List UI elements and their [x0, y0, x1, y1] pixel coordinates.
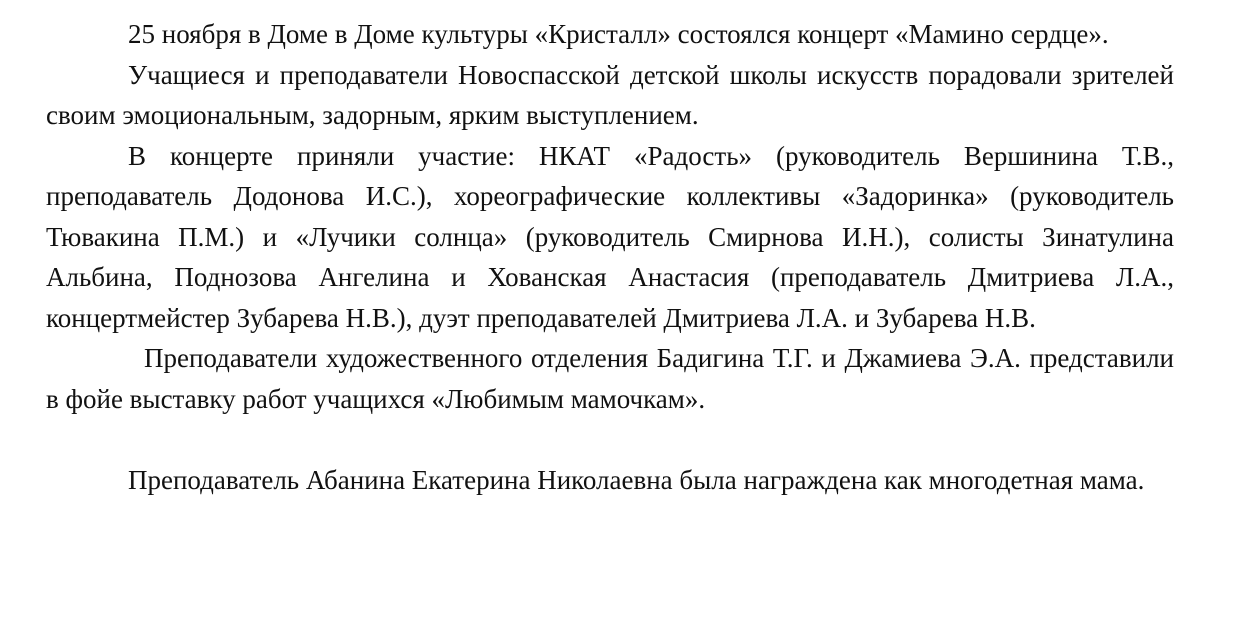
- paragraph-art-exhibition: Преподаватели художественного отделения Бадигина Т.Г. и Джамиева Э.А. представили в фойе выставку работ учащихся «Любимым мамочкам».: [46, 343, 1174, 414]
- paragraph-performers-praise: Учащиеся и преподаватели Новоспасской детской школы искусств порадовали зрителей своим эмоциональным, задорным, ярким выступлением.: [46, 59, 1174, 130]
- paragraph-award: Преподаватель Абанина Екатерина Николаевна была награждена как многодетная мама.: [128, 464, 1145, 495]
- document-body: [46, 14, 1174, 500]
- paragraph-participants: В концерте приняли участие: НКАТ «Радость» (руководитель Вершинина Т.В., преподаватель Додонова И.С.), хореографические коллективы «Задоринка» (руководитель Тювакина П.М.) и «Лучики солнца» (руководитель Смирнова И.Н.), солисты Зинатулина Альбина, Поднозова Ангелина и Хованская Анастасия (преподаватель Дмитриева Л.А., концертмейстер Зубарева Н.В.), дуэт преподавателей Дмитриева Л.А. и Зубарева Н.В.: [46, 140, 1174, 333]
- paragraph-concert-announcement: 25 ноября в Доме в Доме культуры «Кристалл» состоялся концерт «Мамино сердце».: [128, 19, 1109, 49]
